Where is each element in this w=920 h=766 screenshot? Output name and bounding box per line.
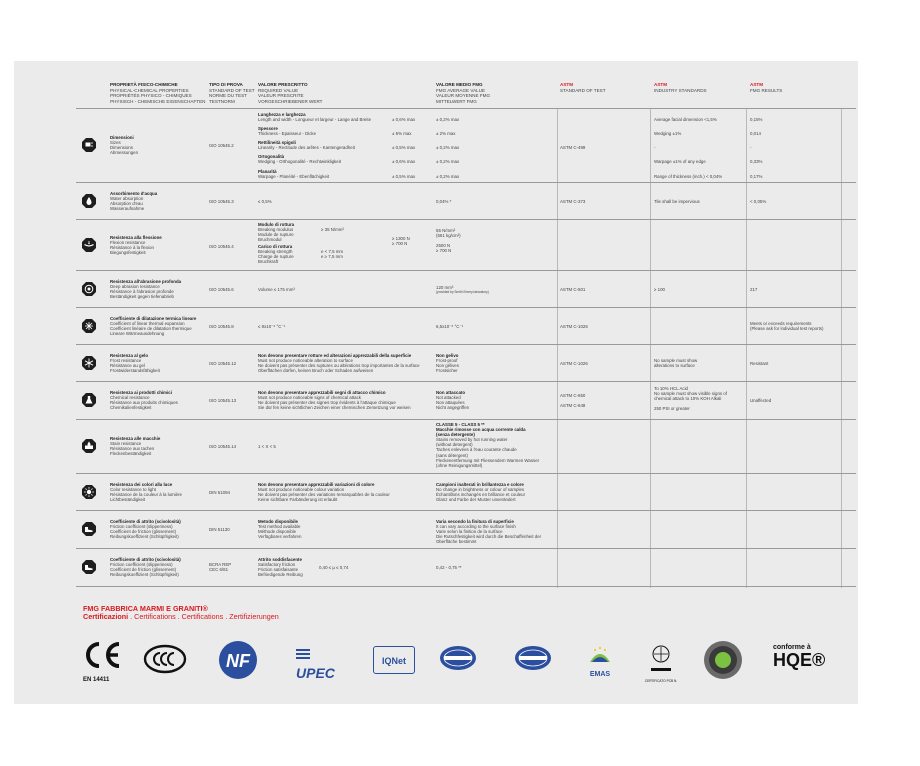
nab-label: CERTIFICATO PCB N. xyxy=(644,679,678,683)
property-label: Resistenza alle macchie Stain resistance Résistance aux taches Fleckenbeständigkeit xyxy=(110,436,161,457)
average-value: Non attaccato Not attacked Non attaquées Nicht angegriffen xyxy=(436,390,470,411)
friction-shoe-icon xyxy=(82,522,96,536)
iqnet-label: IQNet xyxy=(381,656,406,666)
table-row xyxy=(76,182,856,219)
average-value: 6,5x10⁻⁶ °C⁻¹ xyxy=(436,324,464,329)
ce-standard-label: EN 14411 xyxy=(83,677,110,683)
required-value: Volume ≤ 175 mm³ xyxy=(258,287,295,292)
required-value: ± 0,6% max xyxy=(392,117,416,122)
astm-standard: ASTM C-1026 xyxy=(560,361,588,366)
sub-property: Planarità Warpage - Planéité - Ebenflächigkeit xyxy=(258,169,330,180)
table-row xyxy=(76,108,856,182)
astm-standard: ASTM C-501 xyxy=(560,287,586,292)
test-type: DIN 51130 xyxy=(209,527,230,532)
flexion-icon xyxy=(82,238,96,252)
snowflake-icon xyxy=(82,356,96,370)
required-value: ± 0,5% max xyxy=(392,145,416,150)
sun-icon xyxy=(82,485,96,499)
fmg-result: 0,33% xyxy=(750,159,763,164)
certifications-subtitle: Certificazioni . Certifications . Certifications . Zertifizierungen xyxy=(83,612,279,621)
certiquality-logo-icon xyxy=(438,644,478,674)
industry-standard: Warpage ±1% of any edge xyxy=(654,159,706,164)
average-value: ± 0,2% max xyxy=(436,174,460,179)
friction-shoe-icon xyxy=(82,560,96,574)
astm-standard: ASTM C-373 xyxy=(560,199,586,204)
stain-icon xyxy=(82,439,96,453)
certiquality-environment-logo-icon xyxy=(513,644,553,674)
industry-standard: ≥ 100 xyxy=(654,287,665,292)
industry-standard: Average facial dimension <1,5% xyxy=(654,117,717,122)
property-label: Resistenza dei colori alla luce Color resistance to light Résistance de la couleur à la lumière Lichtbeständigkeit xyxy=(110,482,182,503)
property-label: Resistenza all'abrasione profonda Deep abrasion resistance Résistance à l'abrasion profonde Beständigkeit gegen tiefenabrieb xyxy=(110,279,182,300)
upec-logo xyxy=(296,646,352,681)
required-value: ± 0,6% max xyxy=(392,159,416,164)
average-value: 120 mm³ xyxy=(436,285,454,290)
properties-table xyxy=(76,108,856,588)
average-value: ± 2% max xyxy=(436,131,456,136)
required-value: Metodo disponibile Test method available Méthode disponible Verfügbares verfahren xyxy=(258,519,302,540)
required-value: Non devono presentare apprezzabili segni di attacco chimico Must not produce noticeable signs of chemical attack Ne doivent pas présenter des signes trop évidents à l'attaque chimique Sie dür fen keine sichtlichen Zeichen einer chemischen Zersetzung vor weisen xyxy=(258,390,411,411)
test-type: ISO 10545.3 xyxy=(209,199,234,204)
table-row xyxy=(76,307,856,344)
breaking-modulus-value: ≥ 35 N/mm² xyxy=(321,227,344,232)
fmg-result: Meets or exceeds requirements (Please ask for individual test reports) xyxy=(750,321,824,332)
test-type: ISO 10545.14 xyxy=(209,444,237,449)
table-row xyxy=(76,510,856,548)
astm-standard: ASTM C-499 xyxy=(560,145,586,150)
average-value: Non gelivo Frost-proof Non gélives Frostsicher xyxy=(436,353,459,374)
property-label: Resistenza al gelo Frost resistance Résistance au gel Frostwiderstandsfähigkeit xyxy=(110,353,160,374)
friction-range: 0,40 ≤ µ ≤ 0,74 xyxy=(319,565,349,570)
sub-property: Rettilineità spigoli Linearity - Rectitude des arêtes - Kantengeradheit xyxy=(258,140,355,151)
average-note: (provided by Smith Emery laboratory) xyxy=(436,290,489,294)
fmg-result: 217 xyxy=(750,287,758,292)
property-label: Assorbimento d'acqua Water absorption Absorption d'eau Wasseraufnahme xyxy=(110,191,158,212)
test-type: ISO 10545.13 xyxy=(209,398,237,403)
test-type: ISO 10545.6 xyxy=(209,287,234,292)
sub-property: Spessore Thickness - Epaisseur - Dicke xyxy=(258,126,317,137)
required-value: ≤ 0,5% xyxy=(258,199,272,204)
industry-standard: No sample must show alterations to surface xyxy=(654,358,698,369)
industry-standard: Wedging ±1% xyxy=(654,131,682,136)
header-fmg-average: VALORE MEDIO FMG FMG AVERAGE VALUE VALEUR MOYENNE FMG MITTELWERT FMG xyxy=(436,82,491,104)
fmg-result: 0,15% xyxy=(750,117,763,122)
required-value: ≤ 9x10⁻⁶ °C⁻¹ xyxy=(258,324,286,329)
test-type: DIN 51094 xyxy=(209,490,230,495)
chemical-flask-icon xyxy=(82,393,96,407)
dimensions-icon xyxy=(82,138,96,152)
water-drop-icon xyxy=(82,194,96,208)
test-type: BCRA REP CEC 6/81 xyxy=(209,562,232,573)
test-type: ISO 10545.8 xyxy=(209,324,234,329)
thermal-expansion-icon xyxy=(82,319,96,333)
table-row xyxy=(76,473,856,510)
average-value: Campioni inalterati in brillantezza e colore No change in brightness or colour of samples Échantillons inchangés en brillance et couleur Glanz und Farbe der Muster unverändert xyxy=(436,482,526,503)
average-value: CLASSE 5 - CLASS 5 ** Macchie rimosse con acqua corrente calda (senza detergente) Stains removed by hot running water (without detergent) Taches enlevées à l'eau courante chaude (sans détergent) Fleckenentfernung mit Fliessendem Warmen Wasser (ohne Reinigungsmittel) xyxy=(436,422,540,468)
nf-logo-icon xyxy=(218,640,258,680)
table-row xyxy=(76,270,856,307)
industry-standard: To 10% HCL Acid No sample must show visible signs of chemical attack to 10% KOH Alkali 250 PSI or greater xyxy=(654,386,727,412)
average-value: 0,04% * xyxy=(436,199,452,204)
emas-stars-icon xyxy=(588,644,612,666)
hqe-logo xyxy=(773,644,833,680)
fmg-result: 0,17% xyxy=(750,174,763,179)
required-value: Attrito soddisfacente Satisfactory friction Friction satisfaisante Befriedigende Reibung xyxy=(258,557,303,578)
industry-standard: Range of thickness (inch.) < 0,04% xyxy=(654,174,723,179)
fmg-result: Unaffected xyxy=(750,398,772,403)
ce-mark-logo xyxy=(83,640,123,686)
certification-logos xyxy=(83,640,843,690)
breaking-strength: Carico di rottura Breaking strength Charge de rupture Bruchkraft xyxy=(258,244,294,265)
header-astm-industry: ASTM INDUSTRY STANDARDS xyxy=(654,82,707,93)
average-value: ± 0,2% max xyxy=(436,159,460,164)
ce-mark-icon xyxy=(83,640,123,670)
property-label: Coefficiente di attrito (scivolosità) Friction coefficient (slipperiness) Coefficient de friction (glissement) Reibungskoeffizient (Schlüpfrigkeit) xyxy=(110,557,181,578)
breaking-modulus: Modulo di rottura Breaking modulus Module de rupture Bruchmodul xyxy=(258,222,295,243)
header-properties: PROPRIETÀ FISICO-CHIMICHE PHYSICAL-CHEMICAL PROPERTIES PROPRIÉTÉS PHYSICO - CHIMIQUES PHYSISCH - CHEMISCHE EIGENSCHAFTEN xyxy=(110,82,206,104)
ccc-logo-icon xyxy=(143,644,187,674)
average-value: ± 0,2% max xyxy=(436,145,460,150)
header-astm-standard: ASTM STANDARD OF TEST xyxy=(560,82,606,93)
company-title: FMG FABBRICA MARMI E GRANITI® xyxy=(83,604,208,613)
hqe-conforme-label: conforme à xyxy=(773,644,811,651)
table-row xyxy=(76,344,856,381)
green-building-seal-icon xyxy=(703,640,743,680)
required-value: ± 0,5% max xyxy=(392,174,416,179)
industry-standard: Tile shall be impervious xyxy=(654,199,700,204)
astm-standard: ASTM C-1026 xyxy=(560,324,588,329)
header-test-type: TIPO DI PROVA STANDARD OF TEST NORME DU TEST TESTNORM xyxy=(209,82,255,104)
average-value: 55 N/mm² (561 kg/cm²) 2500 N ≥ 700 N xyxy=(436,228,461,254)
average-value: 0,42 - 0,75 ** xyxy=(436,565,462,570)
sub-property: Ortogonalità Wedging - Orthogonalité - Rechtwinkligkeit xyxy=(258,154,341,165)
iqnet-logo xyxy=(373,646,415,674)
header-astm-results: ASTM FMG RESULTS xyxy=(750,82,783,93)
fmg-result: 0,014 xyxy=(750,131,761,136)
breaking-strength-thickness: e < 7,5 mm e ≥ 7,5 mm xyxy=(321,249,344,260)
property-label: Coefficiente di attrito (scivolosità) Friction coefficient (slipperiness) Coefficient de friction (glissement) Reibungskoeffizient (Schlüpfrigkeit) xyxy=(110,519,181,540)
fmg-result: < 0,05% xyxy=(750,199,767,204)
test-type: ISO 10545.4 xyxy=(209,244,234,249)
property-label: Dimensioni Sizes Dimensions Abmessungen xyxy=(110,135,139,156)
nab-accreditation-icon xyxy=(647,640,675,674)
nab-logo xyxy=(643,640,679,684)
average-value: Varia secondo la finitura di superficie It can vary according to the surface finish Varie selon la finition de la surface Die Rutschfestigkeit wird durch die Beschaffenheit der Oberfläche bestimmt xyxy=(436,519,542,545)
required-value: ± 5% max xyxy=(392,131,412,136)
fmg-result: Resistant xyxy=(750,361,769,366)
property-label: Resistenza alla flessione Flexion resistance Résistance à la flexion Biegungsfestigkeit xyxy=(110,235,162,256)
breaking-strength-value: ≥ 1300 N ≥ 700 N xyxy=(392,236,410,247)
average-value: ± 0,2% max xyxy=(436,117,460,122)
table-row xyxy=(76,219,856,270)
required-value: Non devono presentare apprezzabili variazioni di colore Must not produce noticeable colour variation Ne doivent pas présenter des variations remarquables de la couleur Keine sichtbare Farbänderung ist erlaubt xyxy=(258,482,390,503)
upec-label: UPEC xyxy=(296,664,335,681)
test-type: ISO 10545.12 xyxy=(209,361,237,366)
property-label: Resistenza ai prodotti chimici Chemical resistance Résistance aux produits chimiques Chemikalienfestigkeit xyxy=(110,390,178,411)
required-value: 1 < X < 5 xyxy=(258,444,276,449)
svg-text:NF: NF xyxy=(226,651,250,671)
astm-standard: ASTM C-650 ASTM C-648 xyxy=(560,393,586,409)
table-row xyxy=(76,381,856,419)
hqe-label: HQE® xyxy=(773,650,826,670)
property-label: Coefficiente di dilatazione termica lineare Coefficient of linear thermal expansion Coefficient linéaire de dilatation thermique Lineare Wärmeausdehnung xyxy=(110,316,197,337)
upec-stripes-icon xyxy=(296,648,310,662)
industry-standard: - xyxy=(654,145,656,150)
fmg-result: - xyxy=(750,145,752,150)
emas-logo xyxy=(585,644,615,680)
abrasion-icon xyxy=(82,282,96,296)
required-value: Non devono presentare rotture ed alterazioni apprezzabili della superficie Must not produce noticeable alteration to surface Ne doivent pas présenter des ruptures ou altérations trop importantes de la surface Oberflächen dürfen, keinen Bruch oder Schaden aufweisen xyxy=(258,353,420,374)
table-row xyxy=(76,548,856,586)
header-required-value: VALORE PRESCRITTO REQUIRED VALUE VALEUR PRESCRITE VORGESCHRIEBENER WERT xyxy=(258,82,323,104)
row-divider xyxy=(76,586,856,587)
emas-label: EMAS xyxy=(589,671,611,678)
test-type: ISO 10545.2 xyxy=(209,143,234,148)
sub-property: Lunghezza e larghezza Length and width - Longueur et largeur - Lange and Breite xyxy=(258,112,372,123)
table-row xyxy=(76,419,856,473)
